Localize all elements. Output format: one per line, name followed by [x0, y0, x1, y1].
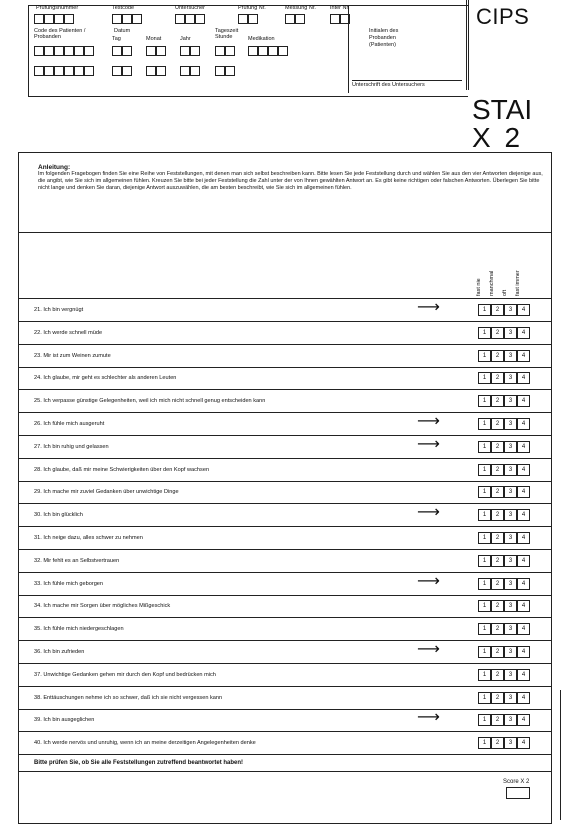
code-cell[interactable] [64, 46, 74, 56]
answer-box-4[interactable]: 4 [517, 327, 530, 339]
answer-box-4[interactable]: 4 [517, 304, 530, 316]
answer-options [478, 669, 534, 682]
code-cell[interactable] [54, 14, 64, 24]
date-cell[interactable] [190, 46, 200, 56]
code-cell[interactable] [185, 14, 195, 24]
code-cell[interactable] [156, 66, 166, 76]
answer-options [478, 327, 534, 340]
code-cell[interactable] [180, 66, 190, 76]
date-cell[interactable] [122, 46, 132, 56]
item-text: 35. Ich fühle mich niedergeschlagen [34, 626, 124, 633]
answer-box-2[interactable]: 2 [491, 486, 504, 498]
answer-box-3[interactable]: 3 [504, 350, 517, 362]
answer-box-4[interactable]: 4 [517, 555, 530, 567]
column-header: oft [502, 289, 508, 296]
answer-box-1[interactable]: 1 [478, 486, 491, 498]
arrow-icon: ⟶ [417, 709, 440, 727]
answer-box-1[interactable]: 1 [478, 623, 491, 635]
code-cell[interactable] [122, 66, 132, 76]
answer-box-2[interactable]: 2 [491, 304, 504, 316]
answer-box-1[interactable]: 1 [478, 600, 491, 612]
answer-box-1[interactable]: 1 [478, 509, 491, 521]
item-text: 32. Mir fehlt es an Selbstvertrauen [34, 557, 120, 564]
answer-box-2[interactable]: 2 [491, 372, 504, 384]
item-row [22, 688, 552, 710]
answer-box-1[interactable]: 1 [478, 578, 491, 590]
row-rule [18, 754, 552, 755]
item-row [22, 505, 552, 527]
answer-box-2[interactable]: 2 [491, 692, 504, 704]
answer-box-4[interactable]: 4 [517, 372, 530, 384]
item-row [22, 574, 552, 596]
item-row [22, 323, 552, 345]
date-cell[interactable] [112, 46, 122, 56]
answer-box-2[interactable]: 2 [491, 350, 504, 362]
code-cell[interactable] [34, 14, 44, 24]
day-label: Tag [112, 36, 121, 42]
code-cell[interactable] [175, 14, 185, 24]
arrow-icon: ⟶ [417, 572, 440, 590]
answer-box-3[interactable]: 3 [504, 441, 517, 453]
medication-label: Medikation [248, 36, 275, 42]
date-label: Datum [114, 28, 131, 34]
answer-box-3[interactable]: 3 [504, 486, 517, 498]
code-cell[interactable] [112, 14, 122, 24]
item-row [22, 710, 552, 732]
answer-box-4[interactable]: 4 [517, 714, 530, 726]
item-text: 39. Ich bin ausgeglichen [34, 717, 95, 724]
answer-box-4[interactable]: 4 [517, 737, 530, 749]
code-cell[interactable] [34, 46, 44, 56]
time-cell[interactable] [215, 46, 225, 56]
form-name: STAI [472, 94, 533, 125]
answer-box-2[interactable]: 2 [491, 327, 504, 339]
instructions-divider [18, 232, 552, 233]
answer-box-3[interactable]: 3 [504, 418, 517, 430]
answer-box-3[interactable]: 3 [504, 692, 517, 704]
answer-box-4[interactable]: 4 [517, 600, 530, 612]
code-cell[interactable] [122, 14, 132, 24]
answer-options [478, 623, 534, 636]
item-text: 31. Ich neige dazu, alles schwer zu nehmen [34, 535, 143, 541]
item-text: 28. Ich glaube, daß mir meine Schwierigkeiten über den Kopf wachsen [34, 466, 210, 473]
answer-box-1[interactable]: 1 [478, 418, 491, 430]
item-row [22, 482, 552, 504]
signature-line [352, 80, 462, 81]
answer-box-3[interactable]: 3 [504, 714, 517, 726]
page-edge [560, 690, 561, 820]
code-cell[interactable] [84, 46, 94, 56]
answer-box-4[interactable]: 4 [517, 692, 530, 704]
code-cell[interactable] [44, 14, 54, 24]
header-right-line [468, 0, 469, 90]
answer-options [478, 532, 534, 545]
code-cell[interactable] [64, 14, 74, 24]
answer-options [478, 486, 534, 499]
answer-box-2[interactable]: 2 [491, 555, 504, 567]
answer-box-3[interactable]: 3 [504, 669, 517, 681]
score-label: Score X 2 [503, 779, 530, 785]
item-text: 30. Ich bin glücklich [34, 512, 83, 519]
item-text: 40. Ich werde nervös und unruhig, wenn ich an meine derzeitigen Angelegenheiten denke [34, 740, 256, 747]
answer-box-4[interactable]: 4 [517, 669, 530, 681]
field-label: Inter Nr. [330, 5, 350, 11]
brand-logo: CIPS [476, 4, 530, 29]
answer-box-1[interactable]: 1 [478, 692, 491, 704]
answer-box-2[interactable]: 2 [491, 623, 504, 635]
answer-box-1[interactable]: 1 [478, 669, 491, 681]
answer-box-2[interactable]: 2 [491, 532, 504, 544]
item-row [22, 551, 552, 573]
answer-box-3[interactable]: 3 [504, 578, 517, 590]
answer-box-2[interactable]: 2 [491, 464, 504, 476]
medication-cell[interactable] [258, 46, 268, 56]
item-row [22, 437, 552, 459]
answer-box-2[interactable]: 2 [491, 509, 504, 521]
answer-box-4[interactable]: 4 [517, 578, 530, 590]
footer-rule [18, 771, 552, 772]
answer-box-2[interactable]: 2 [491, 737, 504, 749]
answer-box-1[interactable]: 1 [478, 737, 491, 749]
column-header: fast immer [515, 270, 521, 296]
item-row [22, 733, 552, 755]
code-cell[interactable] [330, 14, 340, 24]
answer-box-1[interactable]: 1 [478, 646, 491, 658]
answer-box-2[interactable]: 2 [491, 600, 504, 612]
answer-options [478, 350, 534, 363]
header-rule [18, 298, 552, 299]
date-cell[interactable] [180, 46, 190, 56]
answer-box-1[interactable]: 1 [478, 464, 491, 476]
code-cell[interactable] [34, 66, 44, 76]
role-label: Probanden [369, 35, 396, 41]
code-cell[interactable] [285, 14, 295, 24]
answer-options [478, 372, 534, 385]
answer-options [478, 395, 534, 408]
answer-box-1[interactable]: 1 [478, 555, 491, 567]
answer-box-4[interactable]: 4 [517, 395, 530, 407]
column-header: manchmal [489, 270, 495, 296]
completion-reminder: Bitte prüfen Sie, ob Sie alle Feststellungen zutreffend beantwortet haben! [34, 760, 244, 766]
score-field[interactable] [506, 787, 530, 799]
time-cell[interactable] [225, 46, 235, 56]
answer-box-3[interactable]: 3 [504, 395, 517, 407]
item-row [22, 642, 552, 664]
answer-box-1[interactable]: 1 [478, 395, 491, 407]
answer-box-3[interactable]: 3 [504, 532, 517, 544]
brand-box-left [466, 0, 467, 90]
field-label: Untersucher [175, 5, 205, 11]
answer-box-3[interactable]: 3 [504, 464, 517, 476]
item-row [22, 665, 552, 687]
code-cell[interactable] [340, 14, 350, 24]
item-text: 25. Ich verpasse günstige Gelegenheiten, weil ich mich nicht schnell genug entscheiden kann [34, 398, 266, 405]
answer-box-1[interactable]: 1 [478, 441, 491, 453]
answer-options [478, 304, 534, 317]
answer-box-3[interactable]: 3 [504, 646, 517, 658]
patient-code-label: Code des Patienten / Probanden [34, 28, 86, 40]
answer-options [478, 578, 534, 591]
item-text: 24. Ich glaube, mir geht es schlechter als anderen Leuten [34, 375, 177, 382]
code-cell[interactable] [225, 66, 235, 76]
header-left-line [28, 5, 29, 97]
date-cell[interactable] [156, 46, 166, 56]
field-label: Prüfung Nr. [238, 5, 266, 11]
code-cell[interactable] [54, 66, 64, 76]
answer-box-3[interactable]: 3 [504, 555, 517, 567]
signature-label: Unterschrift des Untersuchers [352, 82, 425, 88]
item-row [22, 414, 552, 436]
code-cell[interactable] [238, 14, 248, 24]
answer-box-2[interactable]: 2 [491, 578, 504, 590]
item-text: 29. Ich mache mir zuviel Gedanken über unwichtige Dinge [34, 489, 179, 496]
medication-cell[interactable] [278, 46, 288, 56]
role-label: (Patienten) [369, 42, 396, 48]
answer-box-3[interactable]: 3 [504, 600, 517, 612]
answer-box-3[interactable]: 3 [504, 327, 517, 339]
answer-box-2[interactable]: 2 [491, 646, 504, 658]
item-text: 33. Ich fühle mich geborgen [34, 580, 104, 587]
code-cell[interactable] [64, 66, 74, 76]
arrow-icon: ⟶ [417, 413, 440, 430]
item-text: 22. Ich werde schnell müde [34, 329, 103, 336]
code-cell[interactable] [74, 46, 84, 56]
answer-options [478, 464, 534, 477]
instructions-text: Im folgenden Fragebogen finden Sie eine Reihe von Feststellungen, mit denen man sich selbst beschreiben kann. Bitte lesen Sie jede Feststellung durch und wählen Sie aus den vier Antworten diejenige aus, die angibt, wie Sie sich im allgemeinen fühlen. Kreuzen Sie bitte bei jeder Feststellung die Zahl unter der von Ihnen gewählten Antwort an. Es gibt keine richtigen oder falschen Antworten. Überlegen Sie bitte nicht lange und denken Sie daran, diejenige Antwort auszuwählen, die am besten beschreibt, wie Sie sich im allgemeinen fühlen. [38, 171, 543, 192]
answer-box-1[interactable]: 1 [478, 372, 491, 384]
answer-box-3[interactable]: 3 [504, 304, 517, 316]
answer-box-1[interactable]: 1 [478, 327, 491, 339]
answer-box-2[interactable]: 2 [491, 714, 504, 726]
header-bottom-line [28, 96, 468, 97]
item-text: 37. Unwichtige Gedanken gehen mir durch den Kopf und bedrücken mich [34, 671, 216, 678]
answer-box-1[interactable]: 1 [478, 532, 491, 544]
code-cell[interactable] [84, 66, 94, 76]
answer-options [478, 600, 534, 613]
code-cell[interactable] [44, 46, 54, 56]
answer-box-3[interactable]: 3 [504, 372, 517, 384]
item-row [22, 460, 552, 482]
instructions-title: Anleitung: [38, 164, 71, 171]
answer-options [478, 737, 534, 750]
answer-options [478, 509, 534, 522]
field-label: Prüfungsnummer [36, 5, 79, 11]
answer-box-4[interactable]: 4 [517, 509, 530, 521]
answer-box-4[interactable]: 4 [517, 646, 530, 658]
item-text: 23. Mir ist zum Weinen zumute [34, 352, 111, 359]
answer-box-4[interactable]: 4 [517, 486, 530, 498]
answer-box-4[interactable]: 4 [517, 350, 530, 362]
form-version: X 2 [472, 122, 524, 153]
answer-box-2[interactable]: 2 [491, 418, 504, 430]
arrow-icon: ⟶ [417, 435, 440, 453]
answer-box-1[interactable]: 1 [478, 304, 491, 316]
code-cell[interactable] [44, 66, 54, 76]
code-cell[interactable] [195, 14, 205, 24]
code-cell[interactable] [295, 14, 305, 24]
code-cell[interactable] [190, 66, 200, 76]
answer-box-2[interactable]: 2 [491, 395, 504, 407]
year-label: Jahr [180, 36, 191, 42]
role-label: Initialen des [369, 28, 399, 34]
answer-box-4[interactable]: 4 [517, 623, 530, 635]
code-cell[interactable] [132, 14, 142, 24]
answer-options [478, 646, 534, 659]
item-text: 26. Ich fühle mich ausgeruht [34, 421, 105, 427]
answer-options [478, 714, 534, 727]
code-cell[interactable] [215, 66, 225, 76]
item-row [22, 528, 552, 550]
answer-box-3[interactable]: 3 [504, 623, 517, 635]
code-cell[interactable] [74, 66, 84, 76]
answer-box-4[interactable]: 4 [517, 464, 530, 476]
answer-box-1[interactable]: 1 [478, 714, 491, 726]
date-cell[interactable] [146, 46, 156, 56]
answer-options [478, 418, 534, 431]
item-row [22, 368, 552, 390]
time-label: Tageszeit Stunde [215, 28, 239, 40]
item-text: 21. Ich bin vergnügt [34, 307, 84, 313]
code-cell[interactable] [248, 14, 258, 24]
item-row [22, 619, 552, 641]
item-text: 27. Ich bin ruhig und gelassen [34, 443, 109, 450]
item-text: 34. Ich mache mir Sorgen über mögliches Mißgeschick [34, 603, 171, 610]
arrow-icon: ⟶ [417, 299, 440, 316]
item-row [22, 300, 552, 322]
medication-cell[interactable] [248, 46, 258, 56]
arrow-icon: ⟶ [417, 504, 440, 522]
answer-box-4[interactable]: 4 [517, 418, 530, 430]
code-cell[interactable] [54, 46, 64, 56]
code-cell[interactable] [146, 66, 156, 76]
answer-box-1[interactable]: 1 [478, 350, 491, 362]
answer-options [478, 441, 534, 454]
item-text: 36. Ich bin zufrieden [34, 649, 85, 655]
answer-box-3[interactable]: 3 [504, 509, 517, 521]
column-header: fast nie [476, 278, 482, 296]
code-cell[interactable] [112, 66, 122, 76]
item-row [22, 596, 552, 618]
answer-box-2[interactable]: 2 [491, 669, 504, 681]
answer-box-4[interactable]: 4 [517, 441, 530, 453]
answer-box-3[interactable]: 3 [504, 737, 517, 749]
field-label: Testcode [112, 5, 135, 11]
medication-cell[interactable] [268, 46, 278, 56]
month-label: Monat [146, 36, 162, 42]
item-row [22, 391, 552, 413]
answer-options [478, 555, 534, 568]
item-row [22, 346, 552, 368]
answer-box-4[interactable]: 4 [517, 532, 530, 544]
answer-box-2[interactable]: 2 [491, 441, 504, 453]
field-label: Messung Nr. [285, 5, 316, 11]
answer-options [478, 692, 534, 705]
item-text: 38. Enttäuschungen nehme ich so schwer, daß ich sie nicht vergessen kann [34, 694, 223, 701]
arrow-icon: ⟶ [417, 641, 440, 658]
